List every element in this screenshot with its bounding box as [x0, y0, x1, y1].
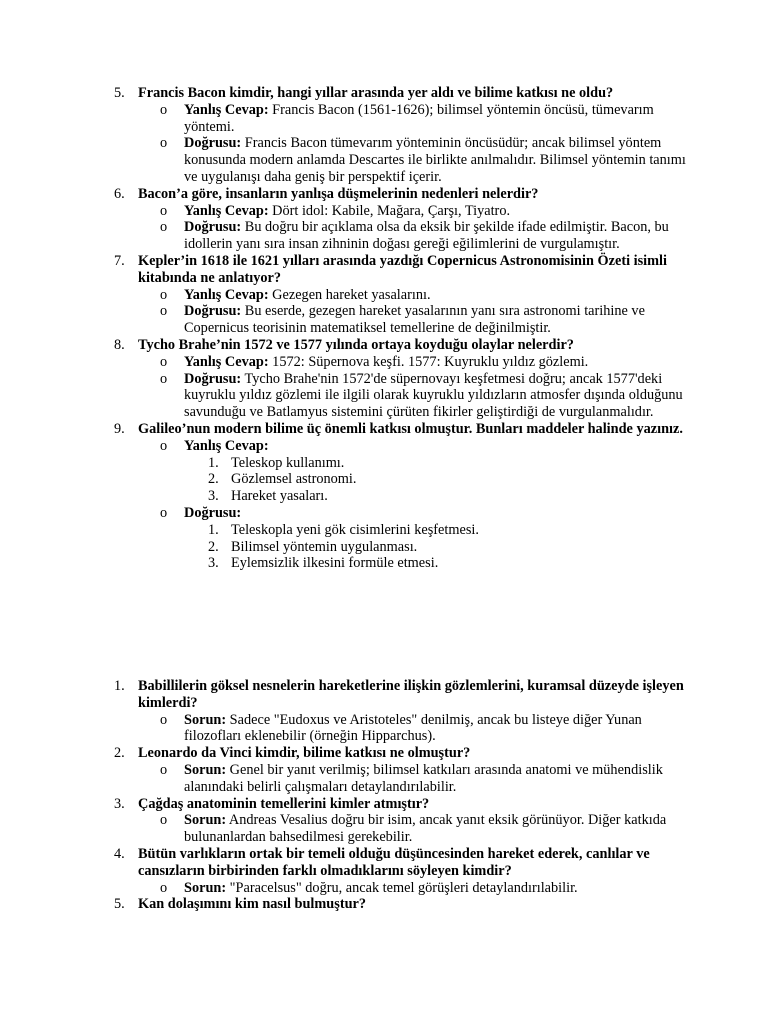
answer-label: Doğrusu: — [184, 303, 242, 320]
nested-list-number: 1. — [208, 521, 219, 538]
answer-text: Genel bir yanıt verilmiş; bilimsel katkıları arasında anatomi ve mühendislik alanındaki belirli çalışmaları detaylandırılabilir. — [184, 761, 663, 795]
nested-list-text: Eylemsizlik ilkesini formüle etmesi. — [231, 555, 439, 572]
answer-item — [0, 438, 768, 455]
answer-item — [0, 219, 768, 253]
answer-item — [0, 303, 768, 337]
answer-text: 1572: Süpernova keşfi. 1577: Kuyruklu yıldız gözlemi. — [268, 353, 589, 370]
question-item — [0, 85, 768, 102]
nested-list-item — [0, 522, 768, 539]
question-number: 6. — [114, 185, 125, 202]
nested-list-text: Bilimsel yöntemin uygulanması. — [231, 538, 418, 555]
answer-item — [0, 135, 768, 185]
bullet-marker: o — [160, 711, 168, 728]
question-item — [0, 745, 768, 762]
answer-item — [0, 812, 768, 846]
answer-label: Yanlış Cevap: — [184, 286, 269, 303]
answer-label: Sorun: — [184, 879, 227, 896]
answer-text: Gezegen hareket yasalarını. — [268, 286, 431, 303]
bullet-marker: o — [160, 504, 168, 521]
question-number: 4. — [114, 845, 125, 862]
answer-label: Doğrusu: — [184, 370, 242, 387]
bullet-marker: o — [160, 370, 168, 387]
answer-item — [0, 203, 768, 220]
question-text: Kan dolaşımını kim nasıl bulmuştur? — [138, 896, 367, 913]
answer-item — [0, 354, 768, 371]
nested-list-number: 3. — [208, 555, 219, 572]
question-number: 5. — [114, 896, 125, 913]
answer-item — [0, 287, 768, 304]
answer-text: Dört idol: Kabile, Mağara, Çarşı, Tiyatro. — [268, 202, 511, 219]
question-number: 7. — [114, 252, 125, 269]
question-text: Tycho Brahe’nin 1572 ve 1577 yılında ortaya koyduğu olaylar nelerdir? — [138, 336, 574, 353]
nested-list-item — [0, 471, 768, 488]
answer-item — [0, 712, 768, 746]
question-list-section-1 — [0, 85, 768, 572]
answer-label: Sorun: — [184, 812, 227, 829]
question-item — [0, 253, 768, 287]
answer-item — [0, 371, 768, 421]
bullet-marker: o — [160, 303, 168, 320]
nested-list-item — [0, 539, 768, 556]
answer-label: Yanlış Cevap: — [184, 101, 269, 118]
question-number: 5. — [114, 85, 125, 101]
question-list-section-2 — [0, 678, 768, 913]
answer-text: Francis Bacon tümevarım yönteminin öncüsüdür; ancak bilimsel yöntem konusunda modern anlamda Descartes ile birlikte anılmalıdır. Bilimsel yöntemin tanımı ve uygulanışı daha geniş bir perspektif içerir. — [184, 135, 686, 185]
answer-label: Yanlış Cevap: — [184, 202, 269, 219]
question-item — [0, 678, 768, 712]
question-item — [0, 337, 768, 354]
question-number: 8. — [114, 336, 125, 353]
nested-list-item — [0, 488, 768, 505]
answer-text: Andreas Vesalius doğru bir isim, ancak yanıt eksik görünüyor. Diğer katkıda bulunanlardan bahsedilmesi gerekebilir. — [184, 812, 667, 846]
nested-list-text: Teleskopla yeni gök cisimlerini keşfetmesi. — [231, 521, 479, 538]
question-number: 9. — [114, 420, 125, 437]
question-text: Bacon’a göre, insanların yanlışa düşmelerinin nedenleri nelerdir? — [138, 185, 539, 202]
bullet-marker: o — [160, 812, 168, 829]
nested-list-item — [0, 555, 768, 572]
answer-label: Doğrusu: — [184, 219, 242, 236]
answer-label: Yanlış Cevap: — [184, 353, 269, 370]
nested-list-item — [0, 455, 768, 472]
question-text: Babillilerin göksel nesnelerin hareketlerine ilişkin gözlemlerini, kuramsal düzeyde işleyen kimlerdi? — [138, 678, 684, 711]
nested-list-number: 2. — [208, 471, 219, 488]
bullet-marker: o — [160, 135, 168, 152]
question-item — [0, 421, 768, 438]
answer-label: Sorun: — [184, 711, 227, 728]
answer-text: Bu eserde, gezegen hareket yasalarının yanı sıra astronomi tarihine ve Copernicus teorisinin matematiksel temellerine de değinilmiştir. — [184, 303, 645, 337]
bullet-marker: o — [160, 437, 168, 454]
question-number: 2. — [114, 745, 125, 762]
answer-text: Tycho Brahe'nin 1572'de süpernovayı keşfetmesi doğru; ancak 1577'deki kuyruklu yıldız gözlemi ile ilgili olarak kuyruklu yıldızların atmosfer dışında olduğunu savunduğu ve Batlamyus sistemini çürüten fikirler geliştirdiği de vurgulanmalıdır. — [184, 370, 683, 421]
question-text: Bütün varlıkların ortak bir temeli olduğu düşüncesinden hareket ederek, canlılar ve cansızların birbirinden farklı olmadıklarını söyleyen kimdir? — [138, 845, 650, 879]
question-item — [0, 796, 768, 813]
nested-list-number: 3. — [208, 488, 219, 505]
question-item — [0, 896, 768, 913]
answer-label: Yanlış Cevap: — [184, 437, 269, 454]
answer-item — [0, 762, 768, 796]
question-text: Leonardo da Vinci kimdir, bilime katkısı ne olmuştur? — [138, 745, 471, 762]
bullet-marker: o — [160, 286, 168, 303]
bullet-marker: o — [160, 353, 168, 370]
answer-item — [0, 102, 768, 136]
question-number: 1. — [114, 678, 125, 694]
answer-label: Doğrusu: — [184, 504, 242, 521]
nested-list-text: Teleskop kullanımı. — [231, 454, 345, 471]
answer-text: Sadece "Eudoxus ve Aristoteles" denilmiş, ancak bu listeye diğer Yunan filozofları eklenebilir (örneğin Hipparchus). — [184, 711, 642, 745]
answer-item — [0, 880, 768, 897]
nested-list-number: 1. — [208, 454, 219, 471]
question-text: Francis Bacon kimdir, hangi yıllar arasında yer aldı ve bilime katkısı ne oldu? — [138, 85, 614, 101]
question-text: Galileo’nun modern bilime üç önemli katkısı olmuştur. Bunları maddeler halinde yazınız. — [138, 420, 683, 437]
bullet-marker: o — [160, 202, 168, 219]
bullet-marker: o — [160, 879, 168, 896]
answer-label: Doğrusu: — [184, 135, 242, 152]
question-number: 3. — [114, 795, 125, 812]
bullet-marker: o — [160, 101, 168, 118]
bullet-marker: o — [160, 219, 168, 236]
question-item — [0, 846, 768, 880]
question-text: Çağdaş anatominin temellerini kimler atmıştır? — [138, 795, 430, 812]
nested-list-text: Gözlemsel astronomi. — [231, 471, 357, 488]
question-text: Kepler’in 1618 ile 1621 yılları arasında yazdığı Copernicus Astronomisinin Özeti isimli kitabında ne anlatıyor? — [138, 252, 667, 286]
answer-text: Francis Bacon (1561-1626); bilimsel yöntemin öncüsü, tümevarım yöntemi. — [184, 101, 654, 135]
answer-item — [0, 505, 768, 522]
nested-list-number: 2. — [208, 538, 219, 555]
bullet-marker: o — [160, 761, 168, 778]
answer-label: Sorun: — [184, 761, 227, 778]
question-item — [0, 186, 768, 203]
nested-list-text: Hareket yasaları. — [231, 488, 328, 505]
answer-text: Bu doğru bir açıklama olsa da eksik bir şekilde ifade edilmiştir. Bacon, bu idollerin yanı sıra insan zihninin doğası gereği eğilimlerini de vurgulamıştır. — [184, 219, 669, 253]
answer-text: "Paracelsus" doğru, ancak temel görüşleri detaylandırılabilir. — [226, 879, 578, 896]
